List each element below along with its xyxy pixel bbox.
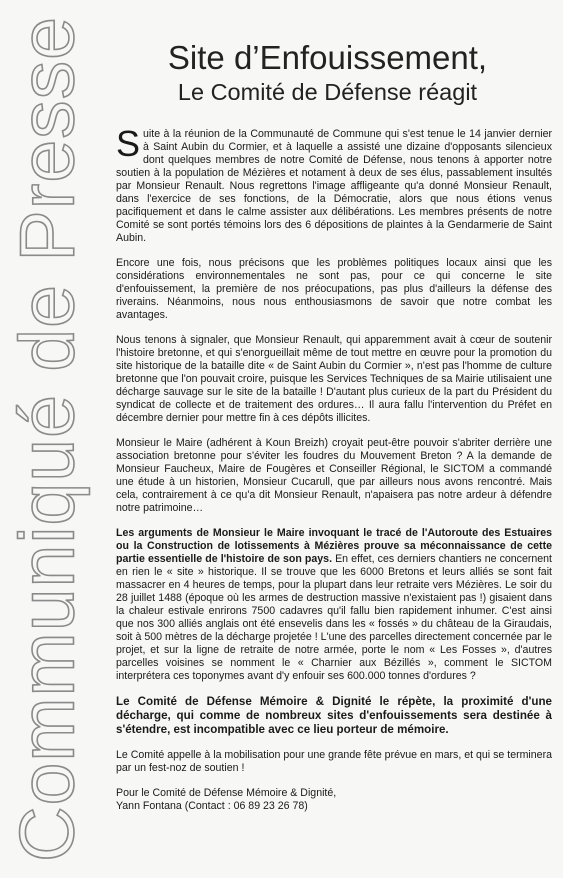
signature bbox=[116, 787, 552, 813]
page-title bbox=[100, 39, 555, 107]
paragraph-5-bold: Les arguments de Monsieur le Maire invoquant le tracé de l'Autoroute des Estuaires ou la Construction de lotissements à Mézières prouve sa méconnaissance de cette partie essentielle de l'histoire de son pays. bbox=[116, 527, 552, 565]
side-banner bbox=[0, 0, 96, 878]
title-line-1: Site d’Enfouissement, bbox=[167, 39, 488, 77]
drop-cap: S bbox=[116, 123, 141, 164]
paragraph-2: Encore une fois, nous précisons que les problèmes politiques locaux ainsi que les considérations environnementales ne sont pas, pour ce qui concerne le site d'enfouissement, la première de nos préocupations, pas plus d'ailleurs la défense des riverains. Néanmoins, nous nous enthousiasmons de savoir que notre combat les avantages. bbox=[116, 257, 552, 321]
side-banner-text: Communiqué de Presse bbox=[4, 15, 91, 863]
paragraph-6: Le Comité appelle à la mobilisation pour une grande fête prévue en mars, et qui se terminera par un fest-noz de soutien ! bbox=[116, 749, 552, 774]
article-body bbox=[116, 123, 552, 825]
paragraph-1-text: uite à la réunion de la Communauté de Commune qui s'est tenue le 14 janvier dernier à Saint Aubin du Cormier, et à laquelle a assisté une dizaine d'opposants silencieux dont quelques membres de notre Comité de Défense, nous tenons à apporter notre soutien à la population de Mézières et notament à deux de ses élus, passablement insultés par Monsieur Renault. Nous regrettons l'image affligeante qu'a donné Monsieur Renault, dans l'exercice de ses fonctions, de la Démocratie, alors que nous étions venus pacifiquement et dans le calme assister aux délibérations. Les membres présents de notre Comité se sont portés témoins lors des 6 dépositions de plaintes à la Gendarmerie de Saint Aubin. bbox=[116, 128, 552, 244]
signature-line-2: Yann Fontana (Contact : 06 89 23 26 78) bbox=[116, 800, 308, 812]
paragraph-4: Monsieur le Maire (adhérent à Koun Breizh) croyait peut-être pouvoir s'abriter derrière une association bretonne pour s'éviter les foudres du Mouvement Breton ? A la demande de Monsieur Faucheux, Maire de Fougères et Conseiller Régional, le SICTOM a commandé une étude à un historien, Monsieur Cucarull, que par ailleurs nous avons rencontré. Mais cela, contrairement à ce qu'a dit Monsieur Renault, n'apaisera pas notre ardeur à défendre notre patrimoine… bbox=[116, 437, 552, 514]
paragraph-3: Nous tenons à signaler, que Monsieur Renault, qui apparemment avait à cœur de soutenir l'histoire bretonne, et qui s'enorgueillait même de tout mettre en œuvre pour la promotion du site historique de la bataille dite « de Saint Aubin du Cormier », n'est pas l'homme de culture bretonne que l'on pouvait croire, puisque les Services Techniques de sa Mairie utilisaient une décharge sauvage sur le site de la bataille ! D'autant plus curieux de la part du Président du syndicat de collecte et de traitement des ordures… Il aura fallu l'intervention du Préfet en décembre dernier pour mettre fin à ces dépôts illicites. bbox=[116, 334, 552, 424]
paragraph-5-text: En effet, ces derniers chantiers ne concernent en rien le « site » historique. Il se trouve que les 6000 Bretons et leurs alliés se sont fait massacrer en 4 heures de temps, pour la plupart dans leur retraite vers Mézières. Le soir du 28 juillet 1488 (époque où les armes de destruction massive n'existaient pas !) gisaient dans la chaleur estivale enrirons 7500 cadavres qu'il fallu bien rapidement inhumer. C'est ainsi que nos 300 alliés anglais ont été ensevelis dans les « fossés » du château de la Giraudais, soit à 500 mètres de la décharge projetée ! L'une des parcelles directement concernée par le projet, et sur la ligne de retraite de notre armée, porte le nom « Les Fosses », d'autres parcelles voisines se nomment le « Charnier aux Bézillés », comment le SICTOM interprétera ces toponymes avant d'y enfouir ses 600.000 tonnes d'ordures ? bbox=[116, 553, 552, 682]
paragraph-5 bbox=[116, 527, 552, 683]
conclusion: Le Comité de Défense Mémoire & Dignité le répète, la proximité d'une décharge, qui comme de nombreux sites d'enfouissements sera destinée à s'étendre, est incompatible avec ce lieu porteur de mémoire. bbox=[116, 695, 552, 736]
signature-line-1: Pour le Comité de Défense Mémoire & Dignité, bbox=[116, 787, 337, 799]
title-line-2: Le Comité de Défense réagit bbox=[177, 79, 478, 106]
paragraph-1 bbox=[116, 123, 552, 245]
